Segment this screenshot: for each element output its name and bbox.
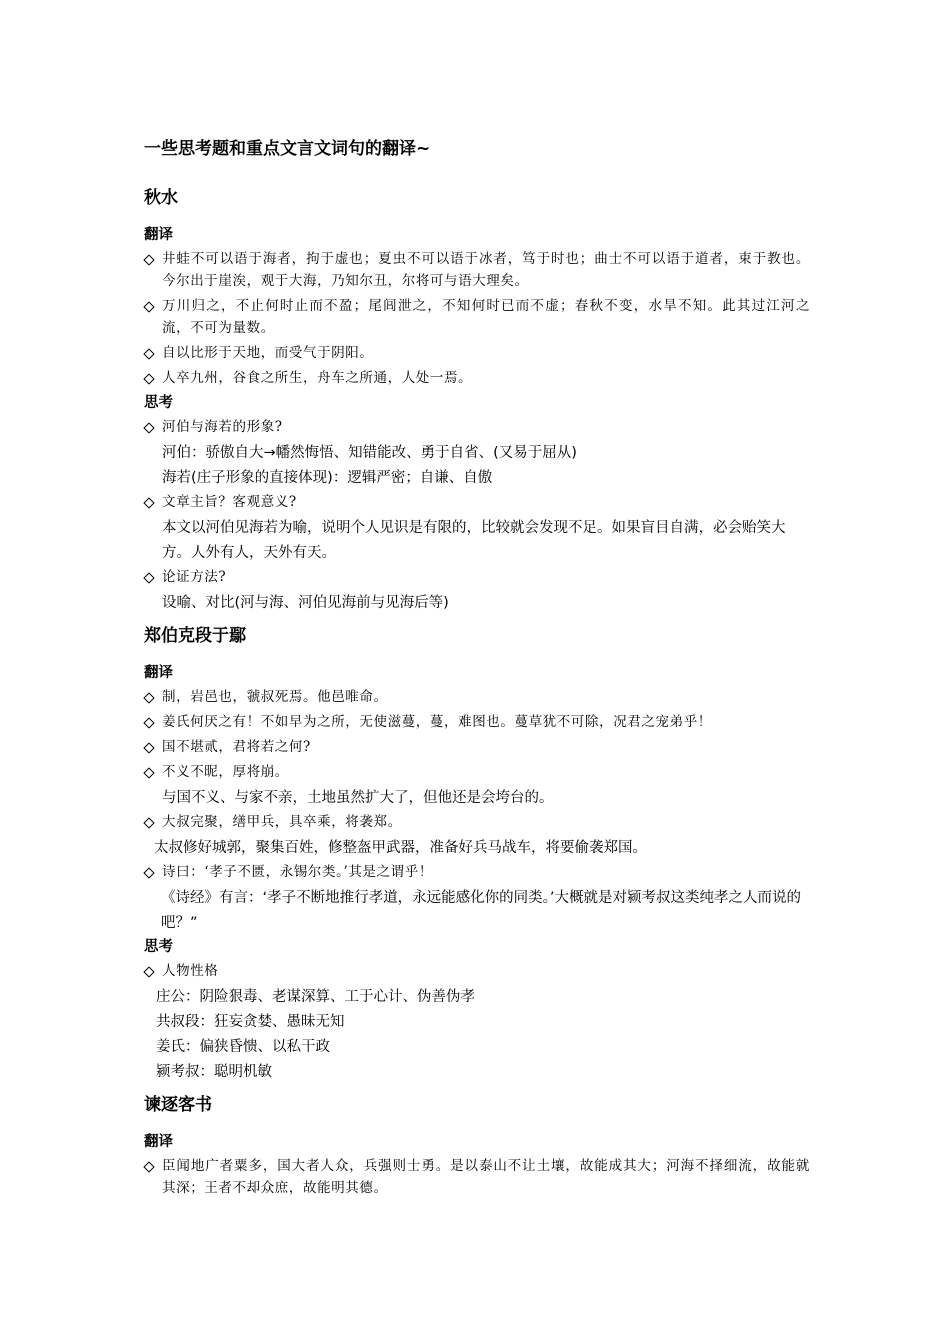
translation-text: 与国不义、与家不亲，土地虽然扩大了，但他还是会垮台的。 xyxy=(162,790,554,806)
section-jianzhu xyxy=(144,1093,810,1199)
diamond-bullet-icon xyxy=(143,572,154,583)
translation-text: 太叔修好城郭，聚集百姓，修整盔甲武器，准备好兵马战车，将要偷袭郑国。 xyxy=(154,840,647,856)
translate-heading: 翻译 xyxy=(144,227,173,243)
diamond-bullet-icon xyxy=(143,348,154,359)
diamond-bullet-icon xyxy=(143,497,154,508)
classical-sentence: 诗曰：‘孝子不匮，永锡尔类。’其是之谓乎！ xyxy=(162,864,433,880)
classical-sentence: 臣闻地广者粟多，国大者人众，兵强则士勇。是以泰山不让土壤，故能成其大；河海不择细流，故能就其深；王者不却众庶，故能明其德。 xyxy=(162,1158,810,1196)
answer-text: 河伯：骄傲自大→幡然悔悟、知错能改、勇于自省、(又易于屈从) xyxy=(162,445,577,461)
classical-sentence: 自以比形于天地，而受气于阴阳。 xyxy=(162,345,374,361)
diamond-bullet-icon xyxy=(143,767,154,778)
diamond-bullet-icon xyxy=(143,254,154,265)
list-item xyxy=(144,811,810,833)
translate-heading: 翻译 xyxy=(144,1134,173,1150)
diamond-bullet-icon xyxy=(143,692,154,703)
section-title-qiushui: 秋水 xyxy=(144,188,178,208)
diamond-bullet-icon xyxy=(143,422,154,433)
question-item xyxy=(144,491,810,513)
classical-sentence: 国不堪贰，君将若之何? xyxy=(162,739,311,755)
question-text: 人物性格 xyxy=(162,963,219,979)
document-content xyxy=(144,136,810,1202)
character-trait: 颍考叔：聪明机敏 xyxy=(156,1064,272,1080)
list-item xyxy=(144,861,810,883)
think-heading: 思考 xyxy=(144,939,173,955)
classical-sentence: 人卒九州，谷食之所生，舟车之所通，人处一焉。 xyxy=(162,370,473,386)
section-zhengbo xyxy=(144,624,810,1085)
diamond-bullet-icon xyxy=(143,373,154,384)
document-title: 一些思考题和重点文言文词句的翻译~ xyxy=(144,139,431,159)
translation-text: 《诗经》有言：‘孝子不断地推行孝道，永远能感化你的同类。’大概就是对颍考叔这类纯孝之人而说的吧？” xyxy=(161,890,801,931)
character-trait: 共叔段：狂妄贪婪、愚昧无知 xyxy=(156,1014,345,1030)
question-text: 文章主旨？客观意义? xyxy=(162,494,297,510)
answer-text: 设喻、对比(河与海、河伯见海前与见海后等) xyxy=(162,595,449,611)
diamond-bullet-icon xyxy=(143,817,154,828)
list-item xyxy=(144,1155,810,1199)
classical-sentence: 不义不昵，厚将崩。 xyxy=(162,764,289,780)
classical-sentence: 大叔完聚，缮甲兵，具卒乘，将袭郑。 xyxy=(162,814,402,830)
answer-text: 本文以河伯见海若为喻，说明个人见识是有限的，比较就会发现不足。如果盲目自满，必会贻笑大方。人外有人，天外有天。 xyxy=(162,520,786,561)
list-item xyxy=(144,367,810,389)
question-text: 河伯与海若的形象? xyxy=(162,419,283,435)
list-item xyxy=(144,711,810,733)
character-trait: 姜氏：偏狭昏愦、以私干政 xyxy=(156,1039,330,1055)
diamond-bullet-icon xyxy=(143,966,154,977)
list-item xyxy=(144,295,810,339)
translate-heading: 翻译 xyxy=(144,665,173,681)
diamond-bullet-icon xyxy=(143,742,154,753)
classical-sentence: 姜氏何厌之有！不如早为之所，无使滋蔓，蔓，难图也。蔓草犹不可除，况君之宠弟乎！ xyxy=(162,714,712,730)
character-trait: 庄公：阴险狠毒、老谋深算、工于心计、伪善伪孝 xyxy=(156,989,475,1005)
list-item xyxy=(144,736,810,758)
question-item xyxy=(144,566,810,588)
list-item xyxy=(144,248,810,292)
section-title-jianzhu: 谏逐客书 xyxy=(144,1095,212,1115)
diamond-bullet-icon xyxy=(143,1161,154,1172)
question-item xyxy=(144,960,810,982)
diamond-bullet-icon xyxy=(143,301,154,312)
list-item xyxy=(144,342,810,364)
section-qiushui xyxy=(144,186,810,616)
classical-sentence: 万川归之，不止何时止而不盈；尾闾泄之，不知何时已而不虚；春秋不变，水旱不知。此其过江河之流，不可为量数。 xyxy=(162,298,810,336)
question-text: 论证方法? xyxy=(162,569,227,585)
question-item xyxy=(144,416,810,438)
classical-sentence: 井蛙不可以语于海者，拘于虚也；夏虫不可以语于冰者，笃于时也；曲士不可以语于道者，束于教也。今尔出于崖涘，观于大海，乃知尔丑，尔将可与语大理矣。 xyxy=(162,251,810,289)
list-item xyxy=(144,761,810,783)
answer-text: 海若(庄子形象的直接体现)：逻辑严密；自谦、自傲 xyxy=(162,470,493,486)
diamond-bullet-icon xyxy=(143,867,154,878)
diamond-bullet-icon xyxy=(143,717,154,728)
section-title-zhengbo: 郑伯克段于鄢 xyxy=(144,626,246,646)
list-item xyxy=(144,686,810,708)
classical-sentence: 制，岩邑也，虢叔死焉。他邑唯命。 xyxy=(162,689,388,705)
think-heading: 思考 xyxy=(144,395,173,411)
